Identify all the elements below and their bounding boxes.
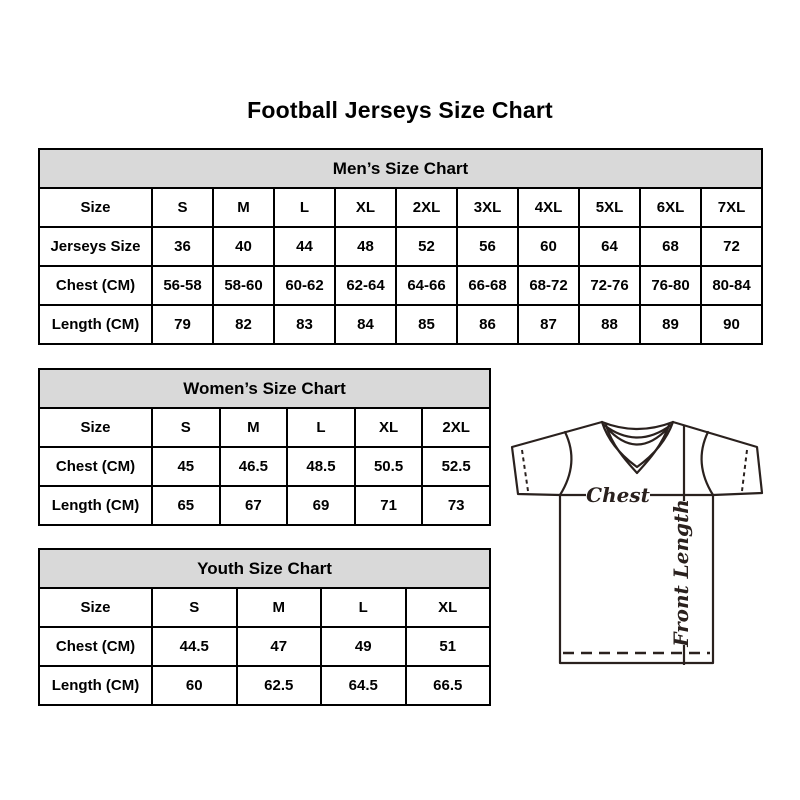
youth-size-table [38, 548, 491, 706]
collar-top-arc [602, 422, 673, 429]
men-data-cell: 79 [152, 305, 213, 344]
collar-band-arc-2 [607, 428, 668, 445]
men-data-cell: 89 [640, 305, 701, 344]
men-data-cell: 60-62 [274, 266, 335, 305]
youth-table-title: Youth Size Chart [39, 549, 490, 588]
men-data-cell: S [152, 188, 213, 227]
men-data-cell: 83 [274, 305, 335, 344]
men-row-label: Chest (CM) [39, 266, 152, 305]
left-cuff-stitch [522, 450, 528, 491]
left-armhole-seam [560, 432, 571, 495]
youth-data-cell: XL [406, 588, 491, 627]
men-data-cell: 6XL [640, 188, 701, 227]
men-data-cell: 5XL [579, 188, 640, 227]
men-data-cell: 90 [701, 305, 762, 344]
men-data-cell: 68 [640, 227, 701, 266]
men-data-cell: 64-66 [396, 266, 457, 305]
men-data-cell: 88 [579, 305, 640, 344]
front-length-label: Front Length [669, 499, 693, 647]
women-data-cell: XL [355, 408, 423, 447]
men-data-cell: XL [335, 188, 396, 227]
men-data-cell: 72-76 [579, 266, 640, 305]
men-table-row [39, 188, 762, 227]
youth-data-cell: S [152, 588, 237, 627]
women-data-cell: 48.5 [287, 447, 355, 486]
youth-data-cell: M [237, 588, 322, 627]
womens-size-table [38, 368, 491, 526]
women-data-cell: 67 [220, 486, 288, 525]
men-data-cell: 40 [213, 227, 274, 266]
women-row-label: Chest (CM) [39, 447, 152, 486]
men-data-cell: 85 [396, 305, 457, 344]
youth-row-label: Length (CM) [39, 666, 152, 705]
men-data-cell: 72 [701, 227, 762, 266]
men-data-cell: L [274, 188, 335, 227]
youth-table-row [39, 627, 490, 666]
youth-data-cell: 62.5 [237, 666, 322, 705]
youth-data-cell: 60 [152, 666, 237, 705]
women-table-title: Women’s Size Chart [39, 369, 490, 408]
women-data-cell: 65 [152, 486, 220, 525]
men-data-cell: 62-64 [335, 266, 396, 305]
women-data-cell: 46.5 [220, 447, 288, 486]
men-data-cell: 82 [213, 305, 274, 344]
women-data-cell: 69 [287, 486, 355, 525]
men-data-cell: 52 [396, 227, 457, 266]
women-data-cell: 73 [422, 486, 490, 525]
men-data-cell: 4XL [518, 188, 579, 227]
right-sleeve-outline [673, 422, 762, 495]
men-data-cell: M [213, 188, 274, 227]
men-data-cell: 44 [274, 227, 335, 266]
men-data-cell: 80-84 [701, 266, 762, 305]
men-data-cell: 36 [152, 227, 213, 266]
men-data-cell: 7XL [701, 188, 762, 227]
women-data-cell: M [220, 408, 288, 447]
youth-data-cell: L [321, 588, 406, 627]
youth-row-label: Size [39, 588, 152, 627]
men-data-cell: 48 [335, 227, 396, 266]
youth-data-cell: 49 [321, 627, 406, 666]
women-data-cell: 2XL [422, 408, 490, 447]
youth-data-cell: 51 [406, 627, 491, 666]
women-data-cell: 71 [355, 486, 423, 525]
women-data-cell: 45 [152, 447, 220, 486]
men-data-cell: 56-58 [152, 266, 213, 305]
men-row-label: Length (CM) [39, 305, 152, 344]
men-data-cell: 87 [518, 305, 579, 344]
youth-data-cell: 44.5 [152, 627, 237, 666]
men-data-cell: 58-60 [213, 266, 274, 305]
youth-row-label: Chest (CM) [39, 627, 152, 666]
page-title: Football Jerseys Size Chart [247, 97, 553, 123]
men-table-title: Men’s Size Chart [39, 149, 762, 188]
youth-data-cell: 64.5 [321, 666, 406, 705]
women-table-row [39, 408, 490, 447]
women-row-label: Length (CM) [39, 486, 152, 525]
women-row-label: Size [39, 408, 152, 447]
youth-data-cell: 66.5 [406, 666, 491, 705]
men-data-cell: 3XL [457, 188, 518, 227]
chest-label: Chest [586, 483, 650, 507]
youth-data-cell: 47 [237, 627, 322, 666]
mens-size-table [38, 148, 763, 345]
women-data-cell: S [152, 408, 220, 447]
men-data-cell: 76-80 [640, 266, 701, 305]
youth-table-row [39, 666, 490, 705]
men-data-cell: 56 [457, 227, 518, 266]
youth-table-row [39, 588, 490, 627]
front-length-label-group [663, 499, 693, 648]
men-table-row [39, 305, 762, 344]
women-data-cell: L [287, 408, 355, 447]
jersey-measurement-diagram [495, 403, 775, 677]
men-data-cell: 60 [518, 227, 579, 266]
men-table-row [39, 266, 762, 305]
men-data-cell: 66-68 [457, 266, 518, 305]
men-data-cell: 68-72 [518, 266, 579, 305]
men-data-cell: 2XL [396, 188, 457, 227]
chest-label-group [586, 483, 651, 507]
men-data-cell: 84 [335, 305, 396, 344]
jersey-outline [512, 422, 762, 663]
women-table-row [39, 447, 490, 486]
men-row-label: Size [39, 188, 152, 227]
right-cuff-stitch [742, 450, 747, 491]
right-armhole-seam [702, 432, 713, 495]
women-data-cell: 50.5 [355, 447, 423, 486]
men-table-row [39, 227, 762, 266]
men-data-cell: 86 [457, 305, 518, 344]
women-table-row [39, 486, 490, 525]
men-data-cell: 64 [579, 227, 640, 266]
women-data-cell: 52.5 [422, 447, 490, 486]
men-row-label: Jerseys Size [39, 227, 152, 266]
